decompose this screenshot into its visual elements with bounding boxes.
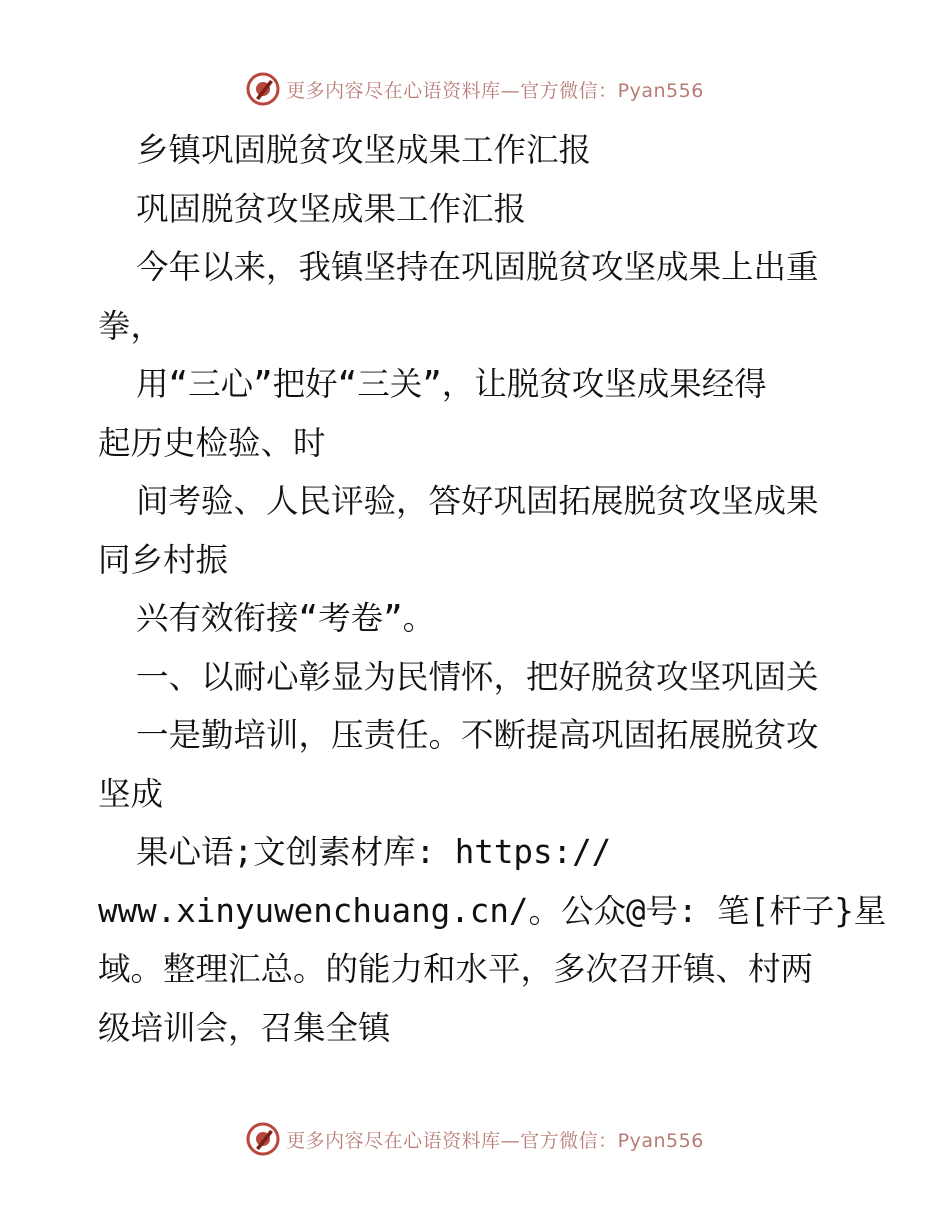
watermark-text: 更多内容尽在心语资料库—官方微信：Pyan556: [286, 1129, 704, 1152]
paragraph-line: 今年以来，我镇坚持在巩固脱贫攻坚成果上出重: [136, 248, 819, 286]
header-watermark: [0, 72, 950, 106]
logo-pen-icon: [246, 72, 280, 106]
footer-watermark: [0, 1122, 950, 1156]
paragraph-line: 级培训会，召集全镇: [98, 1008, 391, 1047]
watermark-text: 更多内容尽在心语资料库—官方微信：Pyan556: [286, 79, 704, 102]
paragraph-line: 兴有效衔接“考卷”。: [136, 599, 436, 637]
logo-pen-icon: [246, 1122, 280, 1156]
paragraph-line: 起历史检验、时: [98, 423, 326, 462]
paragraph-line: 一是勤培训，压责任。不断提高巩固拓展脱贫攻: [136, 716, 819, 754]
document-body: [98, 121, 887, 1057]
paragraph-line: www.xinyuwenchuang.cn/。公众@号: 笔[杆子}星: [98, 891, 887, 930]
doc-title: 乡镇巩固脱贫攻坚成果工作汇报: [136, 131, 592, 169]
paragraph-line: 拳，: [98, 306, 164, 345]
paragraph-line: 用“三心”把好“三关”，让脱贫攻坚成果经得: [136, 365, 767, 403]
doc-subtitle: 巩固脱贫攻坚成果工作汇报: [136, 189, 527, 228]
paragraph-line: 域。整理汇总。的能力和水平，多次召开镇、村两: [98, 950, 814, 988]
paragraph-line: 间考验、人民评验，答好巩固拓展脱贫攻坚成果: [136, 482, 819, 520]
paragraph-line: 同乡村振: [98, 540, 229, 579]
section-heading: 一、以耐心彰显为民情怀，把好脱贫攻坚巩固关: [136, 657, 819, 696]
paragraph-line: 果心语;文创素材库: https://: [136, 833, 612, 871]
paragraph-line: 坚成: [98, 774, 164, 813]
